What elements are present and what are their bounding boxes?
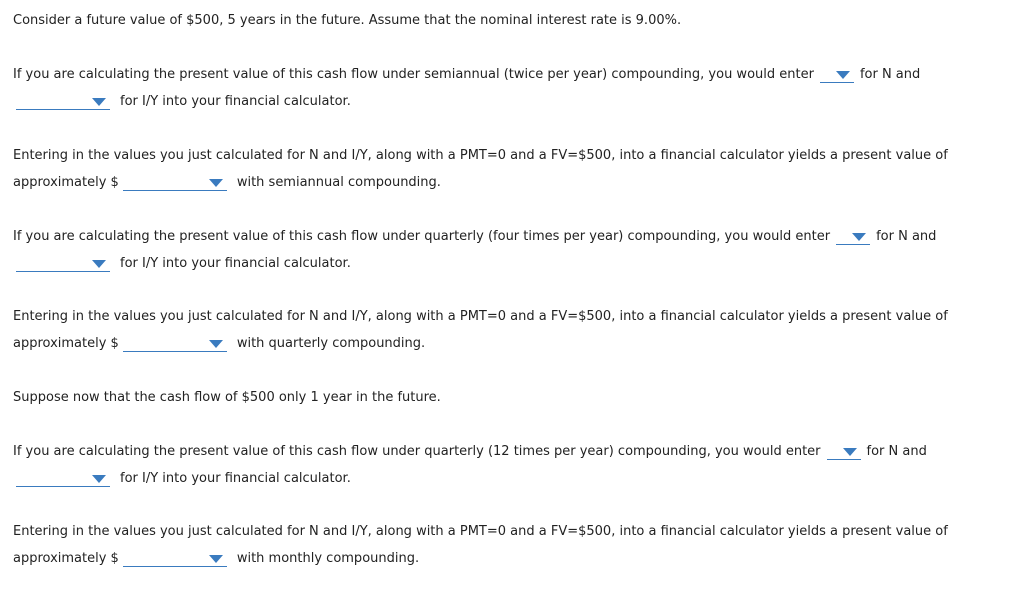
chevron-down-icon <box>843 448 857 456</box>
chevron-down-icon <box>836 71 850 79</box>
q6-pv-dropdown[interactable] <box>123 550 227 567</box>
q5-iy-dropdown[interactable] <box>16 470 110 487</box>
q5-iy-suffix: for I/Y into your financial calculator. <box>120 471 351 486</box>
chevron-down-icon <box>209 555 223 563</box>
q5-pre-text: If you are calculating the present value of this cash flow under quarterly (12 times per year) compounding, you would enter <box>13 444 821 459</box>
q3-n-dropdown[interactable] <box>836 228 870 245</box>
chevron-down-icon <box>209 179 223 187</box>
q6-suffix: with monthly compounding. <box>236 551 420 566</box>
suppose-text: Suppose now that the cash flow of $500 only 1 year in the future. <box>13 390 441 405</box>
q5-n-suffix: for N and <box>866 444 927 459</box>
q1-iy-dropdown[interactable] <box>16 93 110 110</box>
q5-n-dropdown[interactable] <box>827 443 861 460</box>
q1-line1 <box>13 66 920 84</box>
q4-pv-dropdown[interactable] <box>123 335 227 352</box>
q4-line1: Entering in the values you just calculated for N and I/Y, along with a PMT=0 and a FV=$500, into a financial calculator yields a present value of <box>13 309 948 324</box>
q3-line1 <box>13 228 936 246</box>
q3-iy-suffix: for I/Y into your financial calculator. <box>120 256 351 271</box>
q3-iy-dropdown[interactable] <box>16 255 110 272</box>
q3-n-suffix: for N and <box>876 229 937 244</box>
q1-iy-suffix: for I/Y into your financial calculator. <box>120 94 351 109</box>
q2-prefix: approximately $ <box>13 175 119 190</box>
q6-line1: Entering in the values you just calculated for N and I/Y, along with a PMT=0 and a FV=$500, into a financial calculator yields a present value of <box>13 524 948 539</box>
q1-line2 <box>16 93 351 111</box>
chevron-down-icon <box>92 475 106 483</box>
q1-n-suffix: for N and <box>859 67 921 82</box>
q4-prefix: approximately $ <box>13 336 119 351</box>
q2-suffix: with semiannual compounding. <box>236 175 441 190</box>
chevron-down-icon <box>92 98 106 106</box>
q4-line2 <box>13 335 425 353</box>
q6-line2 <box>13 550 419 568</box>
q1-pre-text: If you are calculating the present value of this cash flow under semiannual (twice per year) compounding, you would enter <box>13 67 814 82</box>
intro-text: Consider a future value of $500, 5 years in the future. Assume that the nominal interest rate is 9.00%. <box>13 13 682 28</box>
chevron-down-icon <box>209 340 223 348</box>
q6-prefix: approximately $ <box>13 551 119 566</box>
q3-line2 <box>16 255 351 273</box>
q4-suffix: with quarterly compounding. <box>236 336 426 351</box>
q3-pre-text: If you are calculating the present value of this cash flow under quarterly (four times per year) compounding, you would enter <box>13 229 831 244</box>
q1-n-dropdown[interactable] <box>820 66 854 83</box>
q2-line1: Entering in the values you just calculated for N and I/Y, along with a PMT=0 and a FV=$500, into a financial calculator yields a present value of <box>13 148 948 163</box>
q2-line2 <box>13 174 441 192</box>
q5-line1 <box>13 443 927 461</box>
q5-line2 <box>16 470 351 488</box>
q2-pv-dropdown[interactable] <box>123 174 227 191</box>
chevron-down-icon <box>852 233 866 241</box>
chevron-down-icon <box>92 260 106 268</box>
